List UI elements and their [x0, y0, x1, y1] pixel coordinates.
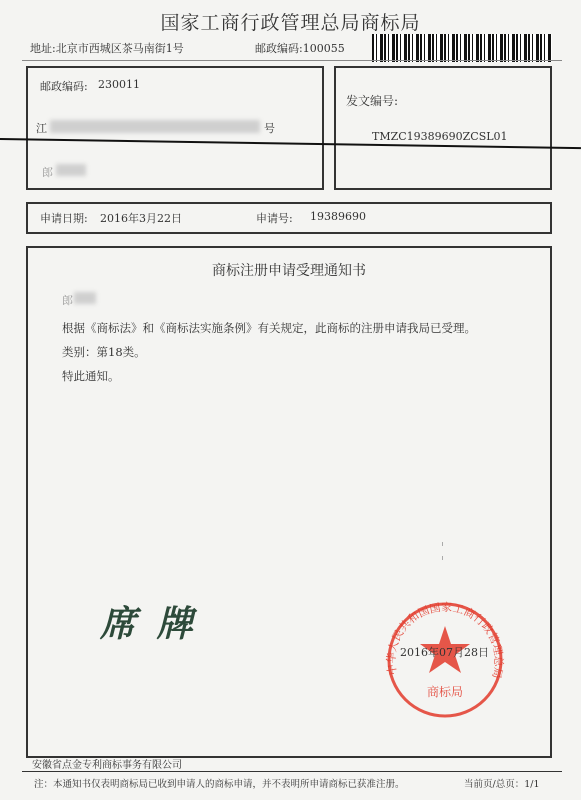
- notice-body: 根据《商标法》和《商标法实施条例》有关规定，此商标的注册申请我局已受理。: [62, 321, 476, 335]
- doc-number-label: 发文编号:: [346, 94, 399, 108]
- footer-divider: [22, 771, 562, 772]
- notice-title: 商标注册申请受理通知书: [212, 263, 366, 279]
- addressee-start: 郎: [62, 294, 73, 307]
- barcode: [372, 34, 552, 62]
- footer-note: 注：本通知书仅表明商标局已收到申请人的商标申请，并不表明所申请商标已获准注册。: [34, 779, 405, 790]
- recipient-box: [26, 66, 324, 190]
- application-date: 2016年3月22日: [100, 212, 182, 225]
- recipient-name-start: 郎: [42, 166, 53, 179]
- scan-mark: [442, 556, 443, 560]
- sender-postcode: 邮政编码:100055: [255, 42, 345, 55]
- page-number: 当前页/总页：1/1: [464, 779, 540, 790]
- document-title: 国家工商行政管理总局商标局: [160, 12, 421, 34]
- redacted-name: [56, 164, 86, 176]
- stamp-date: 2016年07月28日: [400, 646, 489, 659]
- agency-name: 安徽省点金专利商标事务有限公司: [32, 760, 182, 771]
- notice-closing: 特此通知。: [62, 369, 120, 383]
- sender-address: 地址:北京市西城区茶马南街1号: [30, 42, 184, 55]
- application-number-label: 申请号:: [256, 212, 293, 225]
- recipient-address-end: 号: [264, 122, 275, 135]
- scan-mark: [442, 542, 443, 546]
- application-number: 19389690: [310, 210, 366, 223]
- stamp-seal-icon: [380, 600, 510, 720]
- recipient-address-start: 江: [36, 122, 47, 135]
- application-info-box: [26, 202, 552, 234]
- handwritten-signature: 席 牌: [100, 603, 197, 645]
- svg-text:中华人民共和国国家工商行政管理总局: 中华人民共和国国家工商行政管理总局: [384, 600, 506, 680]
- application-date-label: 申请日期:: [40, 212, 88, 225]
- recipient-postcode-label: 邮政编码:: [40, 80, 88, 93]
- header-divider: [22, 60, 562, 61]
- recipient-postcode: 230011: [98, 78, 140, 91]
- notice-class: 类别：第18类。: [62, 345, 146, 359]
- official-stamp: [380, 600, 510, 720]
- redacted-address: [50, 120, 260, 133]
- svg-text:商标局: 商标局: [426, 685, 464, 699]
- doc-number-box: [334, 66, 552, 190]
- doc-number-value: TMZC19389690ZCSL01: [372, 130, 508, 143]
- redacted-addressee: [74, 292, 96, 304]
